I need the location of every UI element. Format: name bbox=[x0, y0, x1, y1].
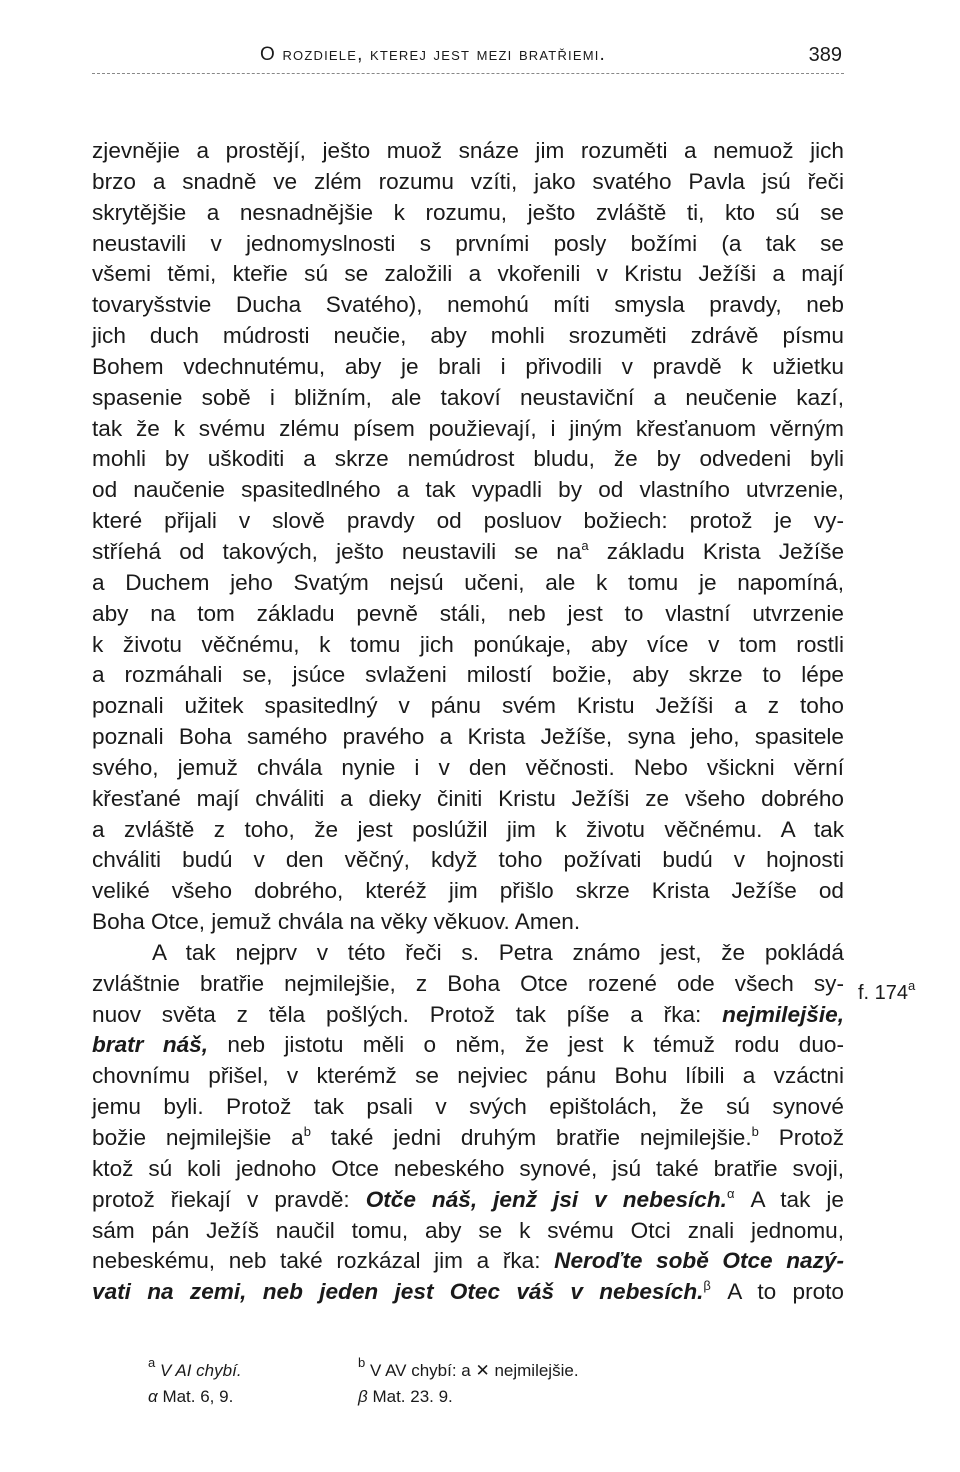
text-segment: A to proto bbox=[727, 1279, 845, 1305]
italic-quote: bratr náš, bbox=[92, 1032, 209, 1058]
text-line: od naučenie spasitedlného a tak vypadli by od vlastního utvrzenie, bbox=[92, 477, 844, 503]
text-line bbox=[92, 1277, 844, 1308]
footnote-text: Mat. 23. 9. bbox=[372, 1387, 453, 1406]
text-segment: neb jistotu měli o něm, že jest k témuž rodu duo- bbox=[227, 1032, 844, 1058]
footnote-text: Mat. 6, 9. bbox=[162, 1387, 234, 1406]
page-number: 389 bbox=[808, 44, 842, 66]
text-line: všemi těmi, kteřie sú se založili a vkořenili v Kristu Ježíši a mají bbox=[92, 261, 844, 287]
text-line: neustavili v jednomyslnosti s prvními posly božími (a tak se bbox=[92, 230, 844, 256]
footnote bbox=[148, 1384, 233, 1410]
italic-quote: Neroďte sobě Otce nazý- bbox=[554, 1248, 845, 1274]
italic-quote: Otče náš, jenž jsi v nebesích. bbox=[365, 1186, 727, 1212]
text-segment: také jedni druhým bratřie nejmilejšie. bbox=[330, 1125, 752, 1150]
text-line: spasenie sobě i bližním, ale takoví neustaviční a neučenie kazí, bbox=[92, 384, 844, 410]
folio-label: f. 174 bbox=[858, 982, 909, 1004]
footnote-text: V AI chybí. bbox=[159, 1361, 242, 1380]
footnote-mark: b bbox=[358, 1355, 366, 1370]
text-line: zvláštnie bratřie nejmilejšie, z Boha Otce rozené ode všech sy- bbox=[92, 970, 844, 996]
text-line: které přijali v slově pravdy od posluov božiech: protož je vy- bbox=[92, 508, 844, 534]
text-line: poznali Boha samého pravého a Krista Ježíše, syna jeho, spasitele bbox=[92, 724, 844, 750]
text-line: tak že k svému zlému písem použievají, i jiným křesťanuom věrným bbox=[92, 415, 844, 441]
footnote-ref: b bbox=[751, 1124, 759, 1139]
text-line: skrytějšie a nesnadnějšie k rozumu, ješto zvláště ti, kto sú se bbox=[92, 199, 844, 225]
footnote bbox=[148, 1355, 242, 1384]
text-line: zjevnějie a prostějí, ješto muož snáze jim rozuměti a nemuož jich bbox=[92, 138, 844, 163]
header-rule bbox=[92, 73, 844, 74]
text-line: k životu věčnému, k tomu jich ponúkaje, aby více v tom rostli bbox=[92, 631, 844, 657]
text-segment: nuov světa z těla pošlých. Protož tak píše a řka: bbox=[92, 1001, 702, 1027]
text-line bbox=[92, 1000, 844, 1031]
footnote-ref: a bbox=[581, 537, 589, 553]
text-line: aby na tom základu pevně stáli, neb jest to vlastní utvrzenie bbox=[92, 600, 844, 626]
text-line: a zvláště z toho, že jest poslúžil jim k životu věčnému. A tak bbox=[92, 816, 844, 842]
text-line: sám pán Ježíš naučil tomu, aby se k svému Otci znali jednomu, bbox=[92, 1217, 844, 1243]
text-line: mohli by uškoditi a skrze nemúdrost bludu, že by odvedeni byli bbox=[92, 446, 844, 472]
text-line: jemu byli. Protož tak psali v svých epištolách, že sú synové bbox=[92, 1094, 844, 1120]
italic-quote: vati na zemi, neb jeden jest Otec váš v nebesích. bbox=[92, 1279, 704, 1305]
text-line: Boha Otce, jemuž chvála na věky věkuov. Amen. bbox=[92, 909, 581, 935]
text-line: ktož sú koli jednoho Otce nebeského synové, jsú také bratřie svoji, bbox=[92, 1155, 844, 1181]
text-segment: protož řiekají v pravdě: bbox=[92, 1186, 350, 1212]
folio-margin-note bbox=[858, 978, 916, 1005]
text-line bbox=[92, 1030, 844, 1061]
footnote bbox=[358, 1384, 453, 1410]
text-line bbox=[92, 1185, 844, 1216]
text-segment: Protož bbox=[778, 1125, 844, 1150]
text-segment: stříehá od takových, ješto neustavili se na bbox=[92, 538, 582, 564]
italic-quote: nejmilejšie, bbox=[722, 1001, 844, 1027]
main-text bbox=[92, 136, 844, 1308]
footnote-ref: α bbox=[726, 1185, 735, 1201]
text-line: tovaryšstvie Ducha Svatého), nemohú míti smysla pravdy, neb bbox=[92, 292, 844, 318]
footnote-mark: a bbox=[148, 1355, 156, 1370]
footnote-ref: β bbox=[703, 1278, 711, 1294]
footnote-mark: β bbox=[358, 1387, 368, 1406]
text-line: veliké všeho dobrého, kteréž jim přišlo skrze Krista Ježíše od bbox=[92, 878, 844, 904]
text-line: svého, jemuž chvála nynie i v den věčnosti. Nebo všickni věrní bbox=[92, 754, 844, 780]
footnote-mark: α bbox=[148, 1387, 158, 1406]
footnote-text: V AV chybí: a ✕ nejmilejšie. bbox=[369, 1361, 579, 1380]
text-line: jich duch múdrosti neučie, aby mohli srozuměti zdrávě písmu bbox=[92, 323, 844, 349]
text-line: brzo a snadně ve zlém rozumu vzíti, jako svatého Pavla jsú řeči bbox=[92, 168, 844, 194]
folio-side: a bbox=[908, 978, 916, 993]
text-line: a Duchem jeho Svatým nejsú učeni, ale k tomu je napomíná, bbox=[92, 569, 844, 595]
running-header bbox=[92, 44, 844, 74]
text-line: A tak nejprv v této řeči s. Petra známo jest, že pokládá bbox=[152, 939, 844, 965]
text-line: chovnímu přišel, v kterémž se nejviec pánu Bohu líbili a vzáctni bbox=[92, 1063, 844, 1089]
text-line: Bohem vdechnutému, aby je brali i přivodili v pravdě k užietku bbox=[92, 353, 844, 379]
text-line bbox=[92, 537, 844, 568]
text-segment: nebeskému, neb také rozkázal jim a řka: bbox=[92, 1248, 541, 1274]
text-line bbox=[92, 1123, 844, 1154]
text-segment: A tak je bbox=[750, 1186, 844, 1212]
text-line: poznali užitek spasitedlný v pánu svém Kristu Ježíši a z toho bbox=[92, 693, 844, 719]
footnote bbox=[358, 1355, 579, 1384]
text-line: křesťané mají chváliti a dieky činiti Kristu Ježíši ze všeho dobrého bbox=[92, 785, 844, 811]
text-line: chváliti budú v den věčný, když toho požívati budú v hojnosti bbox=[92, 847, 844, 873]
footnote-ref: b bbox=[303, 1124, 311, 1139]
running-title: O rozdiele, kterej jest mezi bratřiemi. bbox=[260, 44, 607, 65]
text-line bbox=[92, 1246, 844, 1277]
text-segment: základu Krista Ježíše bbox=[606, 538, 845, 564]
text-segment: božie nejmilejšie a bbox=[92, 1125, 304, 1150]
text-line: a rozmáhali se, jsúce svlaženi milostí božie, aby skrze to lépe bbox=[92, 662, 844, 688]
